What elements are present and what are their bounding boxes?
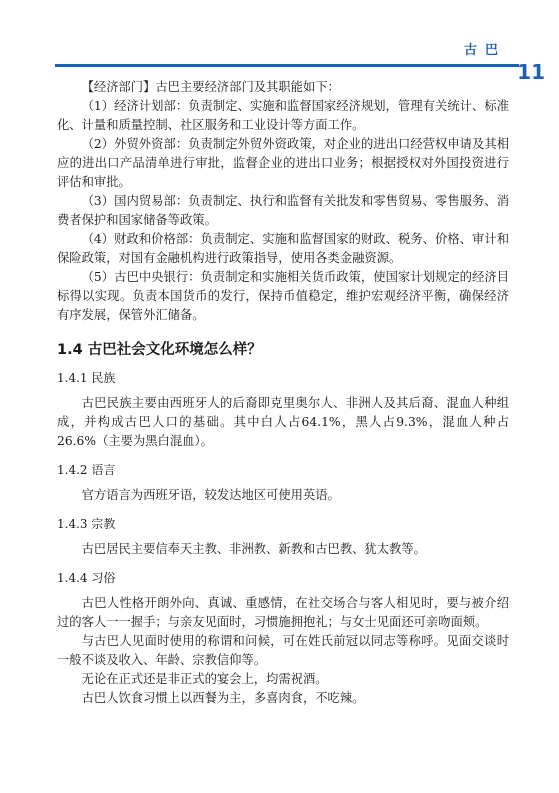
language-text: 官方语言为西班牙语，较发达地区可使用英语。 xyxy=(81,488,340,502)
econ-item: （1）经济计划部：负责制定、实施和监督国家经济规划，管理有关统计、标准化、计量和质量控制、社区服务和工业设计等方面工作。 xyxy=(57,99,509,132)
religion-text: 古巴居民主要信奉天主教、非洲教、新教和古巴教、犹太教等。 xyxy=(81,542,426,556)
section-heading: 1.4 古巴社会文化环境怎么样？ xyxy=(57,342,262,358)
ethnic-text: 古巴民族主要由西班牙人的后裔即克里奥尔人、非洲人及其后裔、混血人种组成，并构成古巴人口的基础。其中白人占64.1%，黑人占9.3%，混血人种占26.6%（主要为黑白混血）。 xyxy=(57,396,509,448)
subsection-heading-ethnic: 1.4.1 民族 xyxy=(57,371,116,385)
customs-paragraph: 古巴人性格开朗外向、真诚、重感情，在社交场合与客人相见时，要与被介绍过的客人一一握手；与亲友见面时，习惯施拥抱礼；与女士见面还可亲吻面颊。 xyxy=(57,596,509,629)
customs-paragraph: 无论在正式还是非正式的宴会上，均需祝酒。 xyxy=(81,672,328,686)
running-header-title: 古巴 xyxy=(463,43,506,58)
header-rule xyxy=(55,64,519,67)
subsection-heading-language: 1.4.2 语言 xyxy=(57,463,116,477)
econ-item: （2）外贸外资部：负责制定外贸外资政策，对企业的进出口经营权申请及其相应的进出口产品清单进行审批，监督企业的进出口业务；根据授权对外国投资进行评估和审批。 xyxy=(57,137,509,189)
econ-item: （5）古巴中央银行：负责制定和实施相关货币政策，使国家计划规定的经济目标得以实现。负责本国货币的发行，保持币值稳定，维护宏观经济平衡，确保经济有序发展，保管外汇储备。 xyxy=(57,270,509,322)
econ-item: （3）国内贸易部：负责制定、执行和监督有关批发和零售贸易、零售服务、消费者保护和国家储备等政策。 xyxy=(57,194,509,227)
page-number: 11 xyxy=(517,60,545,84)
econ-item: （4）财政和价格部：负责制定、实施和监督国家的财政、税务、价格、审计和保险政策，对国有金融机构进行政策指导，使用各类金融资源。 xyxy=(57,232,509,265)
subsection-heading-religion: 1.4.3 宗教 xyxy=(57,517,116,531)
customs-paragraph: 古巴人饮食习惯上以西餐为主，多喜肉食，不吃辣。 xyxy=(81,691,365,705)
subsection-heading-customs: 1.4.4 习俗 xyxy=(57,571,116,585)
econ-intro: 【经济部门】古巴主要经济部门及其职能如下： xyxy=(81,80,340,94)
customs-paragraph: 与古巴人见面时使用的称谓和问候，可在姓氏前冠以同志等称呼。见面交谈时一般不谈及收入、年龄、宗教信仰等。 xyxy=(57,634,509,667)
page-body xyxy=(57,78,509,708)
